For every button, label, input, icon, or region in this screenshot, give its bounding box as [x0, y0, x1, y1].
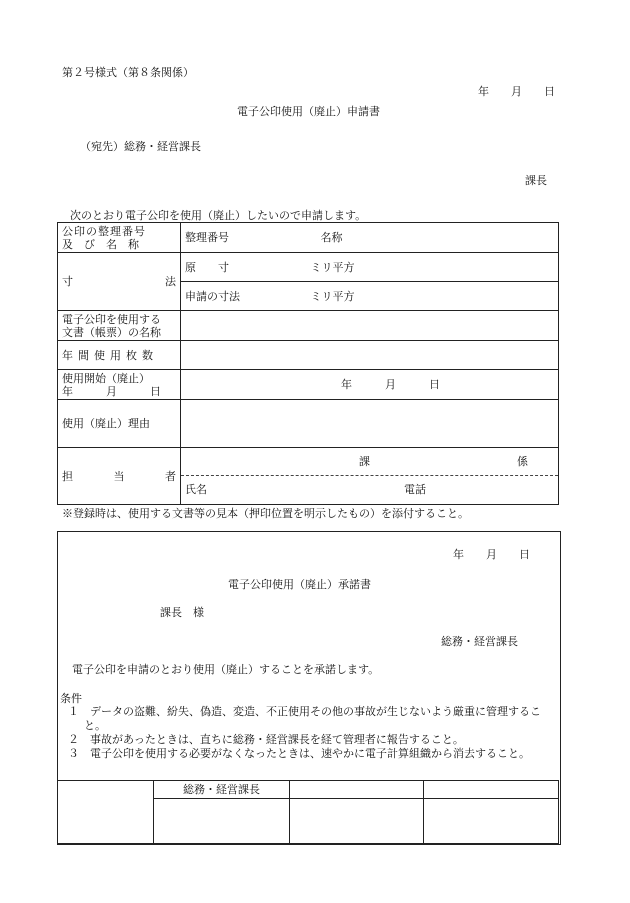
approval-recipient: 課長 様 — [160, 606, 204, 619]
approval-statement: 電子公印を申請のとおり使用（廃止）することを承諾します。 — [72, 663, 380, 676]
approval-issuer: 総務・経営課長 — [441, 635, 518, 648]
application-title: 電子公印使用（廃止）申請書 — [237, 105, 380, 118]
table-row: 公印の整理番号 及 び 名 称 整理番号 名称 — [58, 223, 559, 253]
intro-text: 次のとおり電子公印を使用（廃止）したいので申請します。 — [70, 209, 367, 222]
conditions-list — [58, 705, 558, 761]
start-date-label: 使用開始（廃止） 年 月 日 — [58, 370, 181, 400]
person-in-charge-label: 担 当 者 — [58, 448, 181, 505]
stamp-table — [57, 780, 559, 844]
list-item: １ データの盗難、紛失、偽造、変造、不正使用その他の事故が生じないよう厳重に管理すること。 — [68, 705, 541, 732]
size-label: 寸 法 — [58, 253, 181, 311]
stamp-header: 総務・経営課長 — [154, 781, 290, 799]
table-row: 寸 法 原 寸 ミリ平方 — [58, 253, 559, 282]
form-number: 第２号様式（第８条関係） — [62, 66, 194, 79]
name-label: 氏名 — [185, 483, 207, 496]
approval-title: 電子公印使用（廃止）承諾書 — [228, 578, 371, 591]
table-row — [58, 448, 559, 505]
section-label: 課 — [359, 455, 370, 468]
table-row — [58, 341, 559, 370]
annual-count-value[interactable] — [181, 341, 559, 370]
stamp-cell[interactable] — [154, 799, 290, 844]
attachment-note: ※登録時は、使用する文書等の見本（押印位置を明示したもの）を添付すること。 — [62, 507, 469, 520]
reason-value[interactable] — [181, 400, 559, 448]
application-date: 年 月 日 — [478, 85, 555, 98]
stamp-cell[interactable] — [290, 799, 424, 844]
document-name-value[interactable] — [181, 311, 559, 341]
addressee: （宛先）総務・経営課長 — [80, 140, 201, 153]
approval-date: 年 月 日 — [453, 548, 530, 561]
document-name-label: 電子公印を使用する 文書（帳票）の名称 — [58, 311, 181, 341]
list-item: ２ 事故があったときは、直ちに総務・経営課長を経て管理者に報告すること。 — [68, 733, 464, 746]
table-row: 申請の寸法 ミリ平方 — [58, 282, 559, 311]
application-table — [57, 222, 559, 505]
reason-label: 使用（廃止）理由 — [58, 400, 181, 448]
table-row — [58, 311, 559, 341]
list-item: ３ 電子公印を使用する必要がなくなったときは、速やかに電子計算組織から消去すること。 — [68, 747, 530, 760]
table-row — [58, 370, 559, 400]
phone-label: 電話 — [404, 483, 426, 496]
table-row — [58, 400, 559, 448]
applicant-section: 課長 — [525, 174, 547, 187]
start-date-value: 年 月 日 — [341, 378, 440, 391]
annual-count-label: 年間使用枚数 — [58, 341, 181, 370]
subsection-label: 係 — [517, 455, 528, 468]
stamp-cell[interactable] — [424, 799, 559, 844]
table-row — [58, 781, 559, 799]
conditions-heading: 条件 — [60, 692, 82, 705]
seal-number-label: 公印の整理番号 及 び 名 称 — [58, 223, 181, 253]
